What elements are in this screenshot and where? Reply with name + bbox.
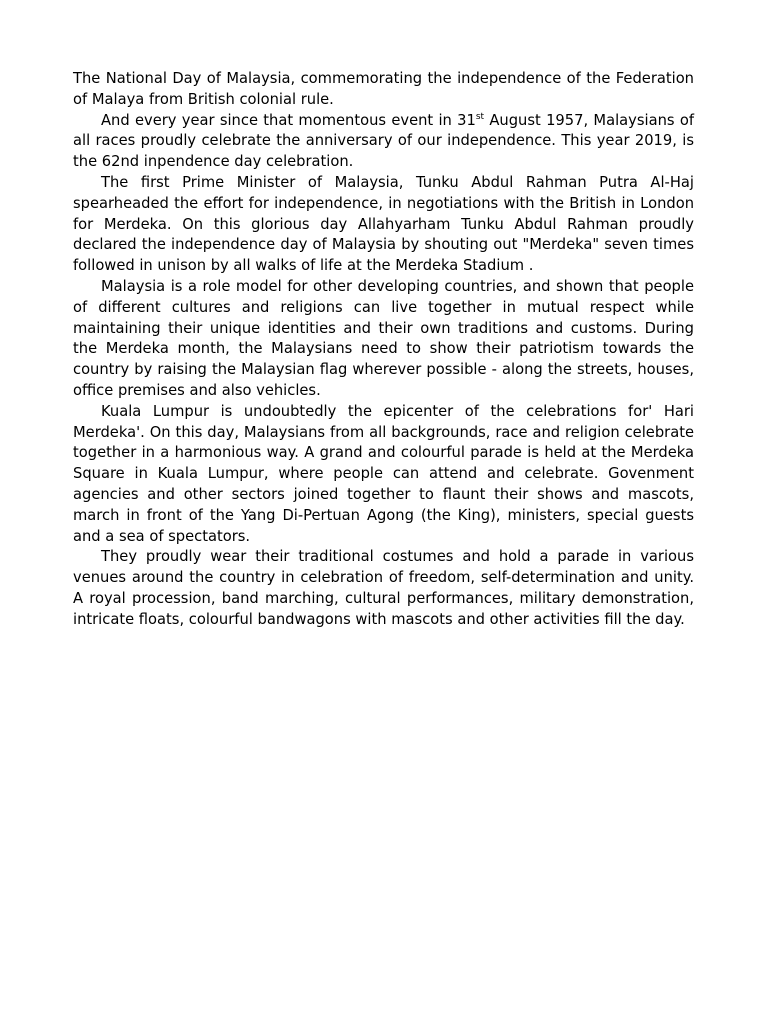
paragraph-kuala-lumpur: Kuala Lumpur is undoubtedly the epicenter of the celebrations for' Hari Merdeka'. On this day, Malaysians from all backgrounds, race and religion celebrate together in a harmonious way. A grand and colourful parade is held at the Merdeka Square in Kuala Lumpur, where people can attend and celebrate. Govenment agencies and other sectors joined together to flaunt their shows and mascots, march in front of the Yang Di-Pertuan Agong (the King), ministers, special guests and a sea of spectators.	[73, 402, 694, 545]
paragraph-traditions: They proudly wear their traditional costumes and hold a parade in various venues around the country in celebration of freedom, self-determination and unity. A royal procession, band marching, cultural performances, military demonstration, intricate floats, colourful bandwagons with mascots and other activities fill the day.	[73, 548, 694, 628]
document-body	[73, 69, 694, 631]
paragraph-intro: The National Day of Malaysia, commemorating the independence of the Federation of Malaya from British colonial rule.	[73, 70, 694, 108]
paragraph-anniversary	[73, 111, 694, 173]
paragraph-prime-minister: The first Prime Minister of Malaysia, Tunku Abdul Rahman Putra Al-Haj spearheaded the effort for independence, in negotiations with the British in London for Merdeka. On this glorious day Allahyarham Tunku Abdul Rahman proudly declared the independence day of Malaysia by shouting out "Merdeka" seven times followed in unison by all walks of life at the Merdeka Stadium .	[73, 173, 694, 275]
ordinal-suffix: st	[475, 111, 485, 122]
paragraph-anniversary-text-end: August 1957, Malaysians of all races proudly celebrate the anniversary of our independence. This year 2019, is the 62nd inpendence day celebration.	[73, 111, 695, 171]
paragraph-anniversary-text-start: And every year since that momentous event in 31	[101, 111, 476, 129]
paragraph-role-model: Malaysia is a role model for other developing countries, and shown that people of different cultures and religions can live together in mutual respect while maintaining their unique identities and their own traditions and customs. During the Merdeka month, the Malaysians need to show their patriotism towards the country by raising the Malaysian flag wherever possible - along the streets, houses, office premises and also vehicles.	[73, 277, 694, 399]
